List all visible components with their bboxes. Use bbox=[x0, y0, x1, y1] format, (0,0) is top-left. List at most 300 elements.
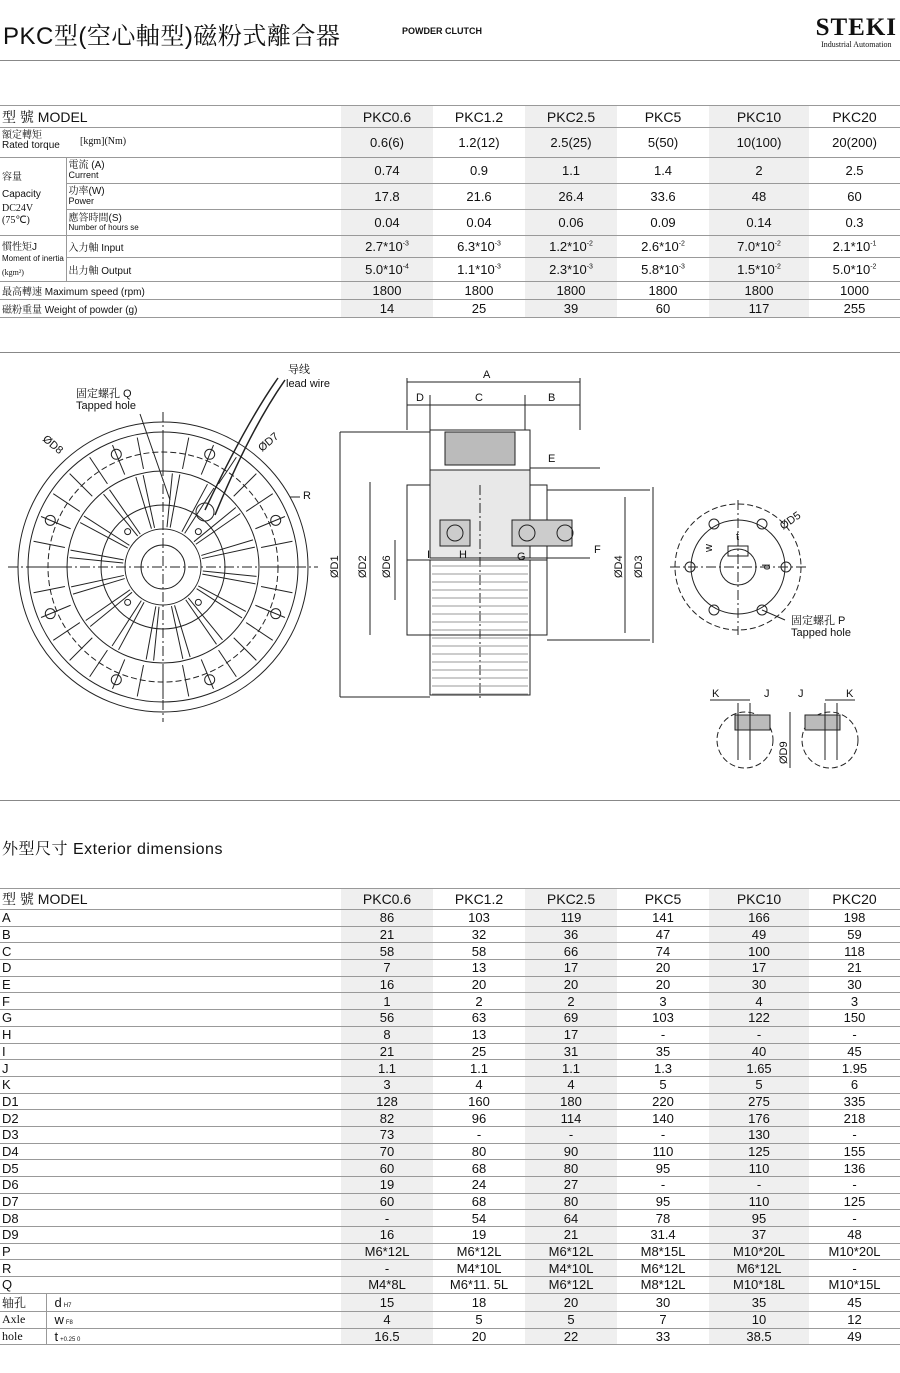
cell: 30 bbox=[655, 1294, 671, 1310]
cell: 220 bbox=[652, 1093, 674, 1109]
cell: 17 bbox=[709, 960, 809, 977]
cell: 58 bbox=[341, 943, 433, 960]
cell: 86 bbox=[341, 910, 433, 927]
cell: 0.9 bbox=[469, 163, 489, 178]
cell: 128 bbox=[341, 1093, 433, 1110]
divider bbox=[0, 800, 900, 801]
cell: - bbox=[852, 1177, 857, 1193]
cell: - bbox=[525, 1126, 617, 1143]
dimension-label: D9 bbox=[2, 1227, 19, 1243]
spoke-line bbox=[119, 602, 145, 650]
cell: 103 bbox=[468, 910, 490, 926]
label-d2: ØD2 bbox=[357, 555, 369, 578]
cell: 69 bbox=[525, 1010, 617, 1027]
model-label: 型 號 MODEL bbox=[2, 108, 88, 125]
cell: 30 bbox=[847, 977, 862, 993]
cell: - bbox=[341, 1260, 433, 1277]
cell: 4 bbox=[475, 1077, 483, 1093]
cell: 155 bbox=[843, 1143, 866, 1159]
cell: 20 bbox=[471, 977, 487, 993]
dimension-row bbox=[0, 1010, 900, 1027]
label-d7: ØD7 bbox=[256, 430, 282, 455]
rib-line bbox=[34, 587, 65, 593]
cell: $6.3*10^{-3}$ bbox=[457, 239, 501, 254]
label-p-en: Tapped hole bbox=[791, 627, 851, 639]
cell: M6*12L bbox=[341, 1243, 433, 1260]
dimension-row bbox=[0, 1227, 900, 1244]
cell: 1800 bbox=[464, 283, 494, 298]
rib-line bbox=[234, 638, 257, 661]
cell: $2.6*10^{-2}$ bbox=[641, 239, 685, 254]
cell: 1.1 bbox=[525, 1060, 617, 1077]
label-d3: ØD3 bbox=[633, 555, 645, 578]
cell: 5(50) bbox=[647, 135, 679, 150]
dimension-row bbox=[0, 943, 900, 960]
cell: 180 bbox=[525, 1093, 617, 1110]
page-header bbox=[0, 0, 900, 61]
model-header: PKC20 bbox=[832, 108, 877, 125]
cell: 33 bbox=[655, 1328, 671, 1344]
cell: M10*18L bbox=[709, 1277, 809, 1294]
torque-row bbox=[0, 128, 900, 158]
cell: 114 bbox=[525, 1110, 617, 1127]
cell: 1.4 bbox=[653, 163, 673, 178]
label-j: J bbox=[798, 688, 804, 700]
label-d1: ØD1 bbox=[329, 555, 341, 578]
cell: 25 bbox=[471, 1043, 487, 1059]
model-header: PKC5 bbox=[644, 891, 682, 907]
dimension-label: P bbox=[2, 1244, 11, 1260]
dimension-row bbox=[0, 1277, 900, 1294]
rib-line bbox=[53, 494, 80, 512]
spoke-line bbox=[194, 507, 236, 541]
cell: 31.4 bbox=[650, 1227, 676, 1243]
rib-line bbox=[261, 587, 292, 593]
cell: M6*12L bbox=[525, 1243, 617, 1260]
exterior-header-row bbox=[0, 889, 900, 910]
dimension-row bbox=[0, 976, 900, 993]
cell: 166 bbox=[709, 910, 809, 927]
cell: 13 bbox=[471, 960, 487, 976]
cell: 103 bbox=[652, 1010, 674, 1026]
cell: M10*15L bbox=[828, 1277, 881, 1293]
cell: 35 bbox=[655, 1043, 671, 1059]
cell: M6*12L bbox=[709, 1260, 809, 1277]
input-inertia-row bbox=[0, 236, 900, 258]
label-d8: ØD8 bbox=[40, 433, 66, 457]
cell: - bbox=[341, 1210, 433, 1227]
cell: 2.5(25) bbox=[525, 128, 617, 158]
cell: 2 bbox=[475, 993, 483, 1009]
dimension-label: I bbox=[2, 1043, 6, 1059]
cell: $1.5*10^{-2}$ bbox=[709, 258, 809, 282]
axle-symbol: d H7 bbox=[46, 1293, 341, 1311]
cell: 80 bbox=[525, 1193, 617, 1210]
dimension-row bbox=[0, 1143, 900, 1160]
cell: 45 bbox=[847, 1294, 862, 1310]
cell: 80 bbox=[471, 1143, 487, 1159]
cell: 4 bbox=[341, 1311, 433, 1328]
model-label: 型 號 MODEL bbox=[2, 891, 88, 907]
dimension-row bbox=[0, 1076, 900, 1093]
cell: 70 bbox=[341, 1143, 433, 1160]
cell: $5.0*10^{-4}$ bbox=[341, 258, 433, 282]
axle-symbol: w F8 bbox=[46, 1311, 341, 1328]
cell: 21 bbox=[525, 1227, 617, 1244]
cell: 35 bbox=[709, 1293, 809, 1311]
cell: 2 bbox=[525, 993, 617, 1010]
cell: 32 bbox=[471, 927, 487, 943]
divider bbox=[0, 352, 900, 353]
cell: M6*12L bbox=[640, 1260, 686, 1276]
output-label: 出力軸 Output bbox=[66, 258, 341, 282]
weight-label: 磁粉重量 Weight of powder (g) bbox=[2, 305, 138, 316]
label-dd: d bbox=[761, 563, 773, 570]
axle-label: hole bbox=[2, 1328, 23, 1343]
cell: 17.8 bbox=[341, 184, 433, 210]
cell: 4 bbox=[709, 993, 809, 1010]
spoke-line bbox=[90, 592, 132, 626]
dimension-row bbox=[0, 926, 900, 943]
cell: 117 bbox=[709, 300, 809, 318]
model-header: PKC10 bbox=[709, 889, 809, 910]
cell: 19 bbox=[341, 1177, 433, 1194]
cell: 40 bbox=[709, 1043, 809, 1060]
axle-row bbox=[0, 1293, 900, 1311]
cell: 1.95 bbox=[841, 1060, 868, 1076]
label-e: E bbox=[548, 453, 556, 465]
cell: 2.5 bbox=[845, 163, 864, 178]
cell: - bbox=[476, 1127, 482, 1143]
cell: 198 bbox=[843, 910, 866, 926]
model-header: PKC0.6 bbox=[341, 889, 433, 910]
response-label: 應答時間(S) Number of hours se bbox=[66, 210, 341, 236]
cell: 96 bbox=[471, 1110, 487, 1126]
cell: 95 bbox=[655, 1194, 671, 1210]
axle-row bbox=[0, 1328, 900, 1345]
dimension-row bbox=[0, 910, 900, 927]
cell: 48 bbox=[709, 184, 809, 210]
cell: 1800 bbox=[648, 283, 678, 298]
rib-line bbox=[219, 650, 237, 677]
cell: 73 bbox=[341, 1126, 433, 1143]
page-subtitle: POWDER CLUTCH bbox=[402, 26, 482, 36]
torque-label: 額定轉矩 Rated torque [kgm](Nm) bbox=[2, 129, 127, 151]
cell: 36 bbox=[525, 926, 617, 943]
cell: 16.5 bbox=[341, 1328, 433, 1345]
dimension-label: D8 bbox=[2, 1210, 19, 1226]
dimension-label: E bbox=[2, 977, 11, 993]
cell: 119 bbox=[525, 910, 617, 927]
dimension-row bbox=[0, 1060, 900, 1077]
cell: 68 bbox=[471, 1194, 487, 1210]
cell: 64 bbox=[525, 1210, 617, 1227]
cell: - bbox=[709, 1177, 809, 1194]
cell: 0.04 bbox=[466, 215, 492, 230]
current-label: 電流 (A) Current bbox=[66, 158, 341, 184]
cell: 95 bbox=[655, 1160, 671, 1176]
cell: 1.1 bbox=[469, 1060, 489, 1076]
cell: - bbox=[852, 1127, 857, 1143]
cell: 17 bbox=[525, 1026, 617, 1043]
label-q-cn: 固定螺孔 Q bbox=[76, 388, 132, 400]
cell: 10(100) bbox=[709, 128, 809, 158]
dimension-row bbox=[0, 1126, 900, 1143]
cell: 5 bbox=[475, 1312, 483, 1328]
dimension-label: D5 bbox=[2, 1160, 19, 1176]
exterior-title: 外型尺寸 Exterior dimensions bbox=[2, 841, 223, 858]
cell: 1800 bbox=[709, 282, 809, 300]
label-f: F bbox=[594, 544, 601, 556]
cell: 33.6 bbox=[650, 189, 676, 204]
dimension-label: D7 bbox=[2, 1194, 19, 1210]
cell: 58 bbox=[471, 943, 487, 959]
cell: 20 bbox=[525, 1293, 617, 1311]
label-h: H bbox=[459, 549, 467, 561]
bolt-hole bbox=[195, 529, 201, 535]
dimension-label: D6 bbox=[2, 1177, 19, 1193]
exterior-table bbox=[0, 888, 900, 1345]
technical-drawing bbox=[0, 355, 900, 795]
cell: 0.74 bbox=[341, 158, 433, 184]
dimension-label: K bbox=[2, 1077, 11, 1093]
label-j: J bbox=[764, 688, 770, 700]
dimension-label: A bbox=[2, 910, 11, 926]
cell: 31 bbox=[525, 1043, 617, 1060]
cell: 130 bbox=[709, 1126, 809, 1143]
cell: 48 bbox=[847, 1227, 862, 1243]
rib-line bbox=[137, 438, 143, 469]
cell: 21 bbox=[847, 960, 862, 976]
cell: 56 bbox=[341, 1010, 433, 1027]
rib-line bbox=[137, 665, 143, 696]
dimension-row bbox=[0, 1093, 900, 1110]
spoke-line bbox=[80, 523, 128, 549]
dimension-row bbox=[0, 1026, 900, 1043]
cell: - bbox=[660, 1127, 666, 1143]
cell: 24 bbox=[471, 1177, 487, 1193]
cell: 160 bbox=[468, 1093, 490, 1109]
dimension-row bbox=[0, 1193, 900, 1210]
cell: 66 bbox=[525, 943, 617, 960]
power-row bbox=[0, 184, 900, 210]
cell: 30 bbox=[709, 976, 809, 993]
label-q-en: Tapped hole bbox=[76, 400, 136, 412]
dimension-label: J bbox=[2, 1060, 9, 1076]
brand-logo bbox=[816, 16, 897, 49]
cell: 100 bbox=[709, 943, 809, 960]
cell: 60 bbox=[655, 301, 671, 316]
cell: 20 bbox=[471, 1328, 487, 1344]
cell: 47 bbox=[655, 927, 671, 943]
rib-line bbox=[70, 638, 93, 661]
cell: 118 bbox=[844, 943, 865, 959]
cell: 0.04 bbox=[341, 210, 433, 236]
dimension-label: F bbox=[2, 993, 10, 1009]
cell: M8*12L bbox=[640, 1277, 686, 1293]
cell: 63 bbox=[471, 1010, 487, 1026]
dimension-row bbox=[0, 1160, 900, 1177]
cell: $5.8*10^{-3}$ bbox=[641, 262, 685, 277]
cell: 25 bbox=[471, 301, 487, 316]
label-i: I bbox=[427, 549, 431, 561]
axle-label: 轴孔 bbox=[2, 1295, 27, 1310]
logo-text: STEKI bbox=[815, 14, 897, 41]
cell: 49 bbox=[709, 926, 809, 943]
cell: 13 bbox=[471, 1027, 487, 1043]
cell: 1.3 bbox=[653, 1060, 673, 1076]
spec-header-row bbox=[0, 106, 900, 128]
cell: 45 bbox=[847, 1043, 862, 1059]
cell: 140 bbox=[652, 1110, 674, 1126]
model-header: PKC1.2 bbox=[454, 108, 504, 125]
rib-line bbox=[246, 494, 273, 512]
input-label: 入力軸 Input bbox=[66, 236, 341, 258]
cell: 1 bbox=[341, 993, 433, 1010]
cell: 17 bbox=[525, 960, 617, 977]
cell: 125 bbox=[709, 1143, 809, 1160]
rib-line bbox=[183, 438, 189, 469]
dimension-row bbox=[0, 1243, 900, 1260]
cell: 80 bbox=[525, 1160, 617, 1177]
cell: 6 bbox=[850, 1077, 859, 1093]
cell: 21 bbox=[341, 926, 433, 943]
current-row bbox=[0, 158, 900, 184]
cell: 3 bbox=[850, 993, 859, 1009]
cell: 68 bbox=[471, 1160, 487, 1176]
spoke-line bbox=[103, 494, 137, 536]
label-g: G bbox=[517, 551, 526, 563]
cell: 12 bbox=[847, 1312, 862, 1328]
cell: - bbox=[852, 1027, 857, 1043]
logo-subtext: Industrial Automation bbox=[821, 40, 892, 49]
cell: 7 bbox=[659, 1312, 667, 1328]
cell: M6*12L bbox=[525, 1277, 617, 1294]
rib-line bbox=[234, 474, 257, 497]
rib-line bbox=[183, 665, 189, 696]
bolt-hole bbox=[125, 529, 131, 535]
label-d6: ØD6 bbox=[381, 555, 393, 578]
cell: 5 bbox=[525, 1311, 617, 1328]
speed-label: 最高轉速 Maximum speed (rpm) bbox=[2, 287, 145, 298]
cell: $2.7*10^{-3}$ bbox=[341, 236, 433, 258]
cell: 95 bbox=[709, 1210, 809, 1227]
dimension-label: D4 bbox=[2, 1143, 19, 1159]
cell: 3 bbox=[659, 993, 667, 1009]
cell: 0.14 bbox=[709, 210, 809, 236]
cell: 16 bbox=[341, 976, 433, 993]
model-header: PKC1.2 bbox=[454, 891, 504, 907]
label-t: t bbox=[736, 531, 740, 543]
cell: 27 bbox=[525, 1177, 617, 1194]
speed-row bbox=[0, 282, 900, 300]
dimension-label: R bbox=[2, 1260, 12, 1276]
cell: 150 bbox=[843, 1010, 866, 1026]
cell: $1.1*10^{-3}$ bbox=[457, 262, 501, 277]
cell: 0.6(6) bbox=[341, 128, 433, 158]
cell: - bbox=[852, 1210, 857, 1226]
cell: 2 bbox=[709, 158, 809, 184]
model-header: PKC2.5 bbox=[525, 889, 617, 910]
dimension-label: D2 bbox=[2, 1110, 19, 1126]
axle-symbol: t +0.25 0 bbox=[46, 1328, 341, 1345]
cell: 7 bbox=[341, 960, 433, 977]
cell: 20 bbox=[525, 976, 617, 993]
cell: M8*15L bbox=[640, 1244, 686, 1260]
spec-table bbox=[0, 105, 900, 318]
cell: 37 bbox=[709, 1227, 809, 1244]
spoke-line bbox=[198, 586, 246, 612]
dimension-label: B bbox=[2, 927, 11, 943]
weight-row bbox=[0, 300, 900, 318]
cell: - bbox=[852, 1260, 857, 1276]
cell: 21.6 bbox=[466, 189, 492, 204]
cell: $5.0*10^{-2}$ bbox=[832, 262, 877, 277]
cell: 110 bbox=[709, 1160, 809, 1177]
label-d: D bbox=[416, 392, 424, 404]
cell: - bbox=[709, 1026, 809, 1043]
label-k: K bbox=[846, 688, 854, 700]
cell: M4*8L bbox=[341, 1277, 433, 1294]
cell: 1000 bbox=[840, 283, 869, 298]
spoke-line bbox=[182, 484, 208, 532]
cell: M6*12L bbox=[456, 1244, 502, 1260]
cell: 110 bbox=[652, 1143, 674, 1159]
cell: 1.1 bbox=[525, 158, 617, 184]
power-label: 功率(W) Power bbox=[66, 184, 341, 210]
spoke-line bbox=[188, 598, 222, 640]
cell: 21 bbox=[341, 1043, 433, 1060]
cell: 8 bbox=[341, 1026, 433, 1043]
cell: 1.65 bbox=[709, 1060, 809, 1077]
cell: 20 bbox=[655, 977, 671, 993]
cell: 1.2(12) bbox=[458, 135, 500, 150]
bolt-hole bbox=[125, 599, 131, 605]
label-d5: ØD5 bbox=[777, 509, 804, 533]
cell: 0.3 bbox=[845, 215, 864, 230]
cell: $1.2*10^{-2}$ bbox=[525, 236, 617, 258]
cell: 176 bbox=[709, 1110, 809, 1127]
cell: 15 bbox=[341, 1293, 433, 1311]
cell: 5 bbox=[659, 1077, 667, 1093]
cell: 90 bbox=[525, 1143, 617, 1160]
dimension-row bbox=[0, 1110, 900, 1127]
dimension-label: D1 bbox=[2, 1093, 19, 1109]
cell: M4*10L bbox=[525, 1260, 617, 1277]
dimension-row bbox=[0, 1210, 900, 1227]
cell: 275 bbox=[709, 1093, 809, 1110]
cell: 74 bbox=[655, 943, 671, 959]
dimension-row bbox=[0, 960, 900, 977]
response-row bbox=[0, 210, 900, 236]
rib-line bbox=[90, 650, 108, 677]
rib-line bbox=[261, 541, 292, 547]
cell: 39 bbox=[525, 300, 617, 318]
dimension-label: D3 bbox=[2, 1127, 19, 1143]
dimension-label: Q bbox=[2, 1277, 13, 1293]
page-title: PKC型(空心軸型)磁粉式離合器 bbox=[3, 23, 341, 50]
label-d4: ØD4 bbox=[613, 555, 625, 578]
cell: $7.0*10^{-2}$ bbox=[709, 236, 809, 258]
cell: 60 bbox=[847, 189, 862, 204]
rib-line bbox=[70, 474, 93, 497]
dimension-label: D bbox=[2, 960, 12, 976]
label-p-cn: 固定螺孔 P bbox=[791, 615, 846, 627]
rib-line bbox=[90, 457, 108, 484]
cell: 60 bbox=[341, 1193, 433, 1210]
cell: 125 bbox=[843, 1194, 866, 1210]
cell: 136 bbox=[843, 1160, 866, 1176]
